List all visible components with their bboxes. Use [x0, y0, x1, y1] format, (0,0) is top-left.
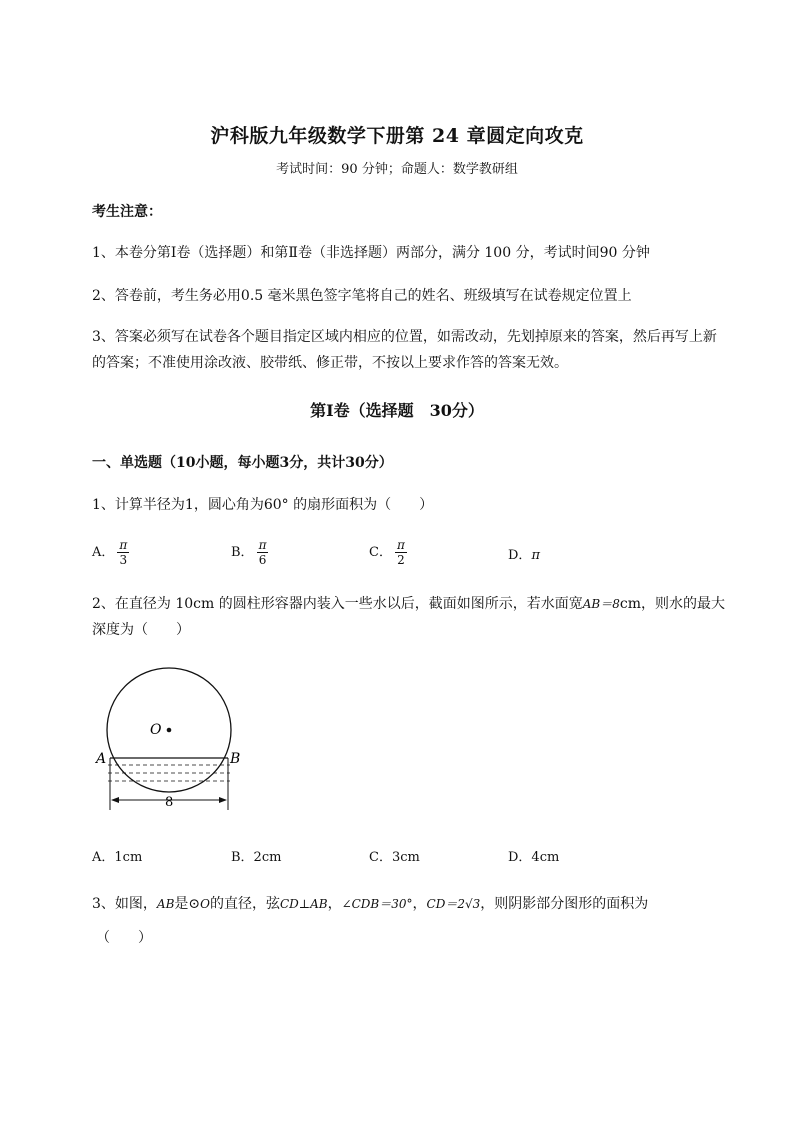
notice-heading: 考生注意：: [92, 204, 162, 220]
option-b-fraction: [257, 538, 269, 567]
q3-separator-1: ，: [327, 896, 342, 912]
question-1-stem: 1、计算半径为1，圆心角为60° 的扇形面积为（ ）: [92, 497, 434, 513]
question-1-option-c[interactable]: [369, 538, 407, 567]
section-title: 第Ⅰ卷（选择题 30分）: [310, 401, 484, 420]
question-1-option-d[interactable]: [508, 544, 540, 563]
water-hatching: [108, 765, 230, 781]
q2-text-1: 2、在直径为 10cm 的圆柱形容器内装入一些水以后，截面如图所示，若水面宽: [92, 596, 583, 612]
question-2-figure: [90, 660, 250, 820]
question-3-stem-line-2: （ ）: [96, 930, 152, 946]
fraction-numerator: π: [119, 538, 128, 552]
question-2-option-c[interactable]: C．3cm: [369, 850, 420, 865]
option-c-fraction: [395, 538, 407, 567]
option-c-label: C．: [369, 545, 392, 560]
notice-item-3-line-2: 的答案；不准使用涂改液、胶带纸、修正带，不按以上要求作答的答案无效。: [92, 355, 568, 371]
dimension-arrow-left: [111, 797, 119, 803]
q2-math-ab: AB＝8: [582, 597, 620, 611]
option-b-label: B．: [231, 545, 254, 560]
question-2-option-d[interactable]: D．4cm: [508, 850, 560, 865]
option-d-value: π: [531, 548, 540, 563]
question-2-stem-line-1: [92, 593, 725, 613]
fraction-denominator: 2: [397, 553, 405, 567]
q3-math-ab: AB: [156, 897, 175, 911]
option-a-label: A．: [92, 545, 115, 560]
dimension-arrow-right: [219, 797, 227, 803]
part-heading: 一、单选题（10小题，每小题3分，共计30分）: [92, 455, 393, 471]
option-d-label: D．: [508, 548, 532, 563]
q3-separator-2: ，: [412, 896, 427, 912]
question-1-option-a[interactable]: [92, 538, 129, 567]
question-2-option-a[interactable]: A．1cm: [92, 850, 143, 865]
fraction-numerator: π: [258, 538, 267, 552]
question-3-stem-line-1: [92, 893, 648, 913]
label-b: B: [230, 751, 241, 767]
exam-info: 考试时间：90 分钟；命题人：数学教研组: [276, 162, 518, 177]
question-2-option-b[interactable]: B．2cm: [231, 850, 282, 865]
q2-text-2: cm，则水的最大: [619, 596, 725, 612]
notice-item-1: 1、本卷分第Ⅰ卷（选择题）和第Ⅱ卷（非选择题）两部分，满分 100 分，考试时间90 分钟: [92, 245, 650, 261]
label-a: A: [96, 751, 107, 767]
q3-text-4: ，则阴影部分图形的面积为: [480, 896, 649, 912]
label-width: 8: [165, 795, 174, 810]
question-1-option-b[interactable]: [231, 538, 268, 567]
fraction-denominator: 6: [258, 553, 267, 567]
q3-condition-length: CD＝2√3: [426, 897, 481, 911]
option-a-fraction: [117, 538, 129, 567]
page-title: 沪科版九年级数学下册第 24 章圆定向攻克: [210, 125, 584, 147]
fraction-numerator: π: [396, 538, 405, 552]
notice-item-2: 2、答卷前，考生务必用0.5 毫米黑色签字笔将自己的姓名、班级填写在试卷规定位置上: [92, 288, 632, 304]
fraction-denominator: 3: [119, 553, 128, 567]
label-o: O: [150, 722, 162, 738]
q3-condition-perpendicular: CD⊥AB: [279, 897, 328, 911]
q3-condition-angle: ∠CDB＝30°: [341, 897, 413, 911]
q3-text-2: 是⊙: [174, 896, 201, 912]
question-2-stem-line-2: 深度为（ ）: [92, 622, 190, 638]
q3-math-o: O: [200, 897, 210, 911]
q3-text-3: 的直径，弦: [209, 896, 280, 912]
notice-item-3-line-1: 3、答案必须写在试卷各个题目指定区域内相应的位置，如需改动，先划掉原来的答案，然后再写上新: [92, 329, 717, 345]
center-point: [167, 728, 172, 733]
q3-text-1: 3、如图，: [92, 896, 157, 912]
